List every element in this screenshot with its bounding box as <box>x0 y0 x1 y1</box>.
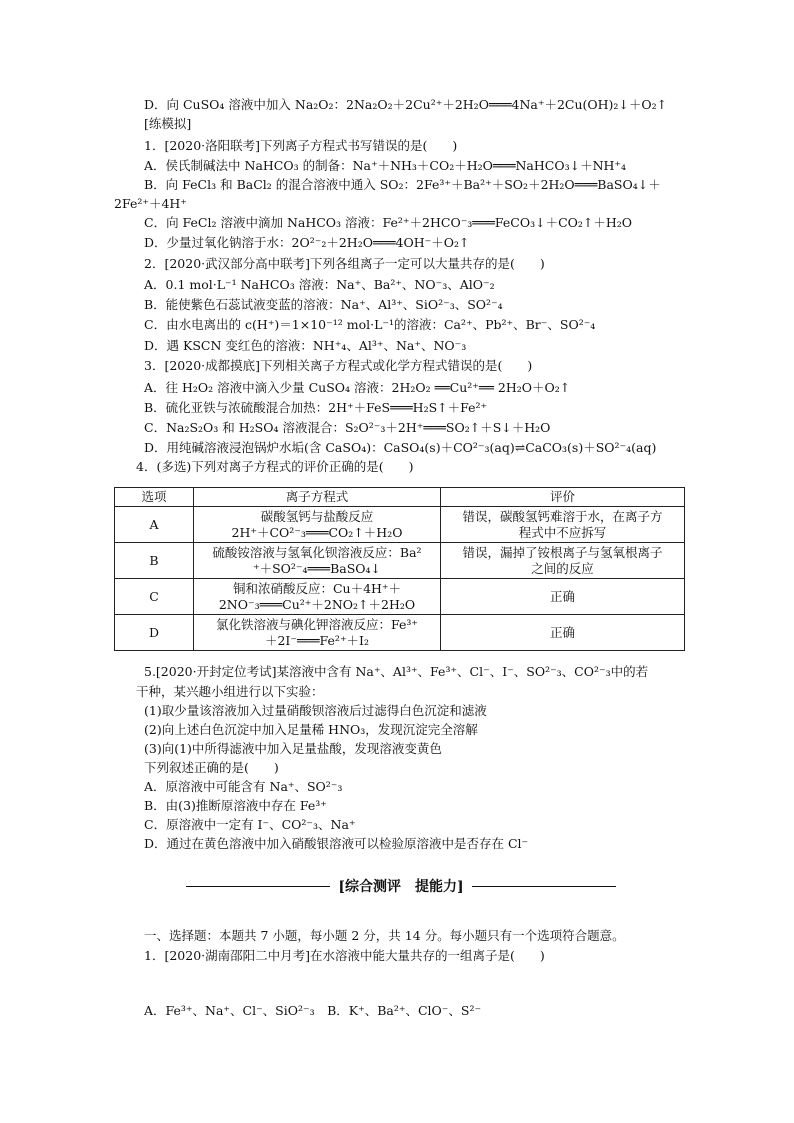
equation-line-1: 硫酸铵溶液与氢氧化钡溶液反应：Ba² <box>212 544 422 560</box>
table-row <box>115 507 685 543</box>
ln-q2c: C．由水电离出的 c(H⁺)＝1×10⁻¹² mol·L⁻¹的溶液：Ca²⁺、Pb²⁺、Br⁻、SO²⁻₄ <box>144 317 596 332</box>
table-header-row <box>115 488 685 507</box>
equation-line-2: ＋2I⁻═══Fe²⁺＋I₂ <box>264 632 369 648</box>
ln-q2a: A．0.1 mol·L⁻¹ NaHCO₃ 溶液：Na⁺、Ba²⁺、NO⁻₃、AlO⁻₂ <box>144 277 495 292</box>
ln-q1b2: 2Fe²⁺＋4H⁺ <box>114 196 187 211</box>
banner-rule-left <box>186 886 330 887</box>
ln-d-top: D．向 CuSO₄ 溶液中加入 Na₂O₂：2Na₂O₂＋2Cu²⁺＋2H₂O═══4Na⁺＋2Cu(OH)₂↓＋O₂↑ <box>144 97 668 112</box>
ln-q1a: A．侯氏制碱法中 NaHCO₃ 的制备：Na⁺＋NH₃＋CO₂＋H₂O═══NaHCO₃↓＋NH⁺₄ <box>144 158 627 173</box>
ln-q5s3: (3)向(1)中所得滤液中加入足量盐酸，发现溶液变黄色 <box>144 741 442 756</box>
ln-q5: 5.[2020·开封定位考试]某溶液中含有 Na⁺、Al³⁺、Fe³⁺、Cl⁻、I⁻、SO²⁻₃、CO²⁻₃中的若 <box>144 664 649 679</box>
cell-option: D <box>115 615 194 651</box>
ln-b1: 1．[2020·湖南邵阳二中月考]在水溶液中能大量共存的一组离子是( ) <box>144 948 545 963</box>
ln-q2b: B．能使紫色石蕊试液变蓝的溶液：Na⁺、Al³⁺、SiO²⁻₃、SO²⁻₄ <box>144 297 503 312</box>
ln-practice: [练模拟] <box>144 116 192 131</box>
evaluation-line-2: 程式中不应拆写 <box>518 524 607 540</box>
ln-q1: 1．[2020·洛阳联考]下列离子方程式书写错误的是( ) <box>144 138 458 153</box>
section-banner <box>186 876 616 896</box>
table-row <box>115 615 685 651</box>
ln-q1b: B．向 FeCl₃ 和 BaCl₂ 的混合溶液中通入 SO₂：2Fe³⁺＋Ba²⁺＋SO₂＋2H₂O═══BaSO₄↓＋ <box>144 177 661 192</box>
ln-q5s1: (1)取少量该溶液加入过量硝酸钡溶液后过滤得白色沉淀和滤液 <box>144 703 487 718</box>
ln-q5cc: C．原溶液中一定有 I⁻、CO²⁻₃、Na⁺ <box>144 817 356 832</box>
banner-rule-right <box>472 886 616 887</box>
ln-sec1: 一、选择题：本题共 7 小题，每小题 2 分，共 14 分。每小题只有一个选项符合题意。 <box>144 928 625 943</box>
ln-q2: 2．[2020·武汉部分高中联考]下列各组离子一定可以大量共存的是( ) <box>144 256 545 271</box>
ln-q5b: 干种，某兴趣小组进行以下实验： <box>136 684 324 699</box>
cell-evaluation <box>441 507 685 543</box>
evaluation-table <box>114 487 685 651</box>
evaluation-line-1: 错误，漏掉了铵根离子与氢氧根离子 <box>462 544 663 560</box>
header-evaluation: 评价 <box>441 488 685 507</box>
ln-b1a: A．Fe³⁺、Na⁺、Cl⁻、SiO²⁻₃ B．K⁺、Ba²⁺、ClO⁻、S²⁻ <box>144 1003 482 1018</box>
ln-q3d: D．用纯碱溶液浸泡锅炉水垢(含 CaSO₄)：CaSO₄(s)＋CO²⁻₃(aq)⇌CaCO₃(s)＋SO²⁻₄(aq) <box>144 440 657 455</box>
evaluation-line-1: 错误，碳酸氢钙难溶于水，在离子方 <box>462 508 663 524</box>
equation-line-1: 氯化铁溶液与碘化钾溶液反应：Fe³⁺ <box>216 616 418 632</box>
cell-evaluation <box>441 579 685 615</box>
ln-q5s2: (2)向上述白色沉淀中加入足量稀 HNO₃，发现沉淀完全溶解 <box>144 722 478 737</box>
cell-equation <box>194 543 441 579</box>
ln-q3: 3．[2020·成都摸底]下列相关离子方程式或化学方程式错误的是( ) <box>144 358 533 373</box>
evaluation-line-1: 正确 <box>549 624 575 640</box>
ln-q5d: D．通过在黄色溶液中加入硝酸银溶液可以检验原溶液中是否存在 Cl⁻ <box>144 836 529 851</box>
cell-option: A <box>115 507 194 543</box>
ln-q3b: B．硫化亚铁与浓硫酸混合加热：2H⁺＋FeS═══H₂S↑＋Fe²⁺ <box>144 400 488 415</box>
equation-line-1: 碳酸氢钙与盐酸反应 <box>260 508 374 524</box>
evaluation-line-1: 正确 <box>549 588 575 604</box>
cell-evaluation <box>441 615 685 651</box>
ln-q1d: D．少量过氧化钠溶于水：2O²⁻₂＋2H₂O═══4OH⁻＋O₂↑ <box>144 235 470 250</box>
equation-line-2: ⁺＋SO²⁻₄═══BaSO₄↓ <box>252 560 382 576</box>
equation-line-2: 2NO⁻₃═══Cu²⁺＋2NO₂↑＋2H₂O <box>218 596 416 612</box>
cell-option: B <box>115 543 194 579</box>
ln-q2d: D．遇 KSCN 变红色的溶液：NH⁺₄、Al³⁺、Na⁺、NO⁻₃ <box>144 338 467 353</box>
evaluation-line-2: 之间的反应 <box>531 560 594 576</box>
cell-option: C <box>115 579 194 615</box>
equation-line-2: 2H⁺＋CO²⁻₃═══CO₂↑＋H₂O <box>231 524 403 540</box>
equation-line-1: 铜和浓硝酸反应：Cu＋4H⁺＋ <box>232 580 402 596</box>
ln-q5a: A．原溶液中可能含有 Na⁺、SO²⁻₃ <box>144 779 343 794</box>
cell-equation <box>194 507 441 543</box>
table-row <box>115 543 685 579</box>
header-equation: 离子方程式 <box>194 488 441 507</box>
ln-q3a: A．往 H₂O₂ 溶液中滴入少量 CuSO₄ 溶液：2H₂O₂ ══Cu²⁺══ 2H₂O＋O₂↑ <box>144 380 571 395</box>
ln-q3c: C．Na₂S₂O₃ 和 H₂SO₄ 溶液混合：S₂O²⁻₃＋2H⁺═══SO₂↑＋S↓＋H₂O <box>144 420 551 435</box>
cell-equation <box>194 579 441 615</box>
table-row <box>115 579 685 615</box>
ln-q4: 4．(多选)下列对离子方程式的评价正确的是( ) <box>136 459 414 474</box>
cell-evaluation <box>441 543 685 579</box>
header-option: 选项 <box>115 488 194 507</box>
ln-q5c: 下列叙述正确的是( ) <box>144 760 279 775</box>
banner-title: [综合测评 提能力] <box>338 879 464 895</box>
cell-equation <box>194 615 441 651</box>
table-body <box>115 507 685 651</box>
ln-q1c: C．向 FeCl₂ 溶液中滴加 NaHCO₃ 溶液：Fe²⁺＋2HCO⁻₃═══FeCO₃↓＋CO₂↑＋H₂O <box>144 215 633 230</box>
ln-q5bb: B．由(3)推断原溶液中存在 Fe³⁺ <box>144 798 327 813</box>
